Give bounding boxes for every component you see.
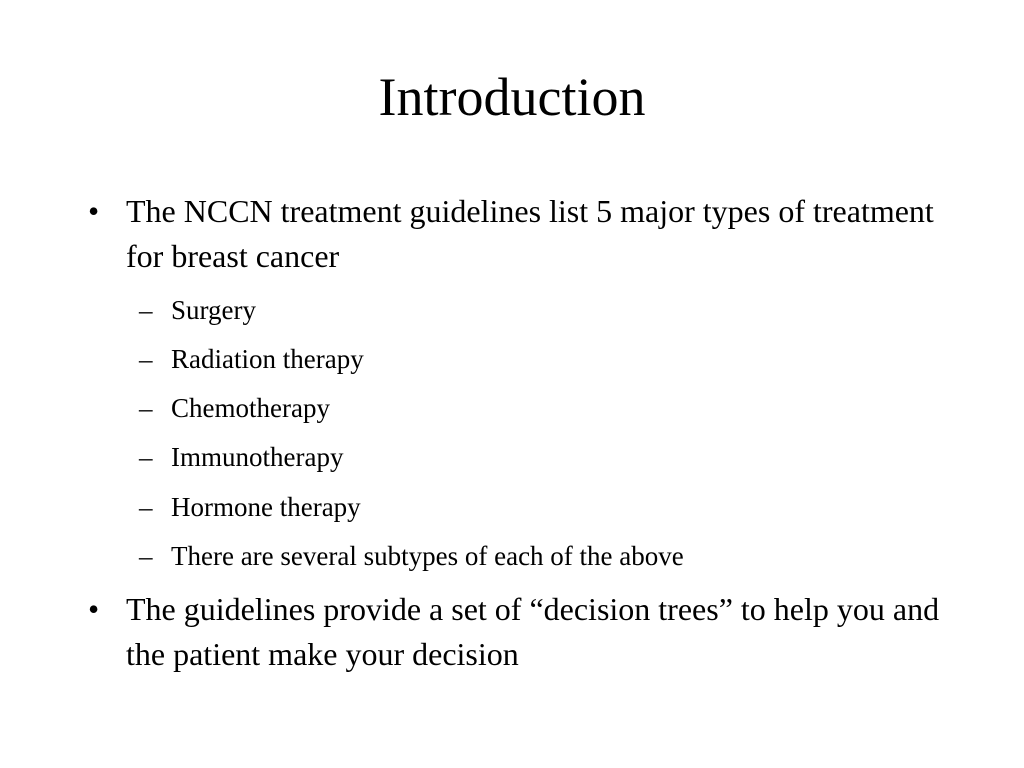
- bullet-marker: •: [88, 591, 100, 627]
- bullet-text: The guidelines provide a set of “decision trees” to help you and the patient make your decision: [126, 591, 940, 672]
- sub-item: [139, 391, 951, 425]
- bullet-item: [88, 189, 966, 279]
- sub-item-text: Radiation therapy: [171, 344, 364, 374]
- bullet-item: [88, 587, 966, 677]
- sub-item-text: There are several subtypes of each of the above: [171, 541, 684, 571]
- sub-item-text: Hormone therapy: [171, 492, 361, 522]
- sub-item: [139, 539, 951, 573]
- sub-item-text: Chemotherapy: [171, 393, 330, 423]
- sub-marker: –: [139, 492, 153, 522]
- sub-item: [139, 293, 951, 327]
- sub-marker: –: [139, 393, 153, 423]
- sub-marker: –: [139, 295, 153, 325]
- bullet-text: The NCCN treatment guidelines list 5 major types of treatment for breast cancer: [126, 193, 934, 274]
- sub-item: [139, 490, 951, 524]
- sub-marker: –: [139, 541, 153, 571]
- sub-item-text: Immunotherapy: [171, 442, 344, 472]
- slide-title: Introduction: [378, 67, 646, 127]
- sub-marker: –: [139, 344, 153, 374]
- sub-item-text: Surgery: [171, 295, 256, 325]
- sub-item: [139, 440, 951, 474]
- sub-item: [139, 342, 951, 376]
- bullet-marker: •: [88, 193, 100, 229]
- sub-marker: –: [139, 442, 153, 472]
